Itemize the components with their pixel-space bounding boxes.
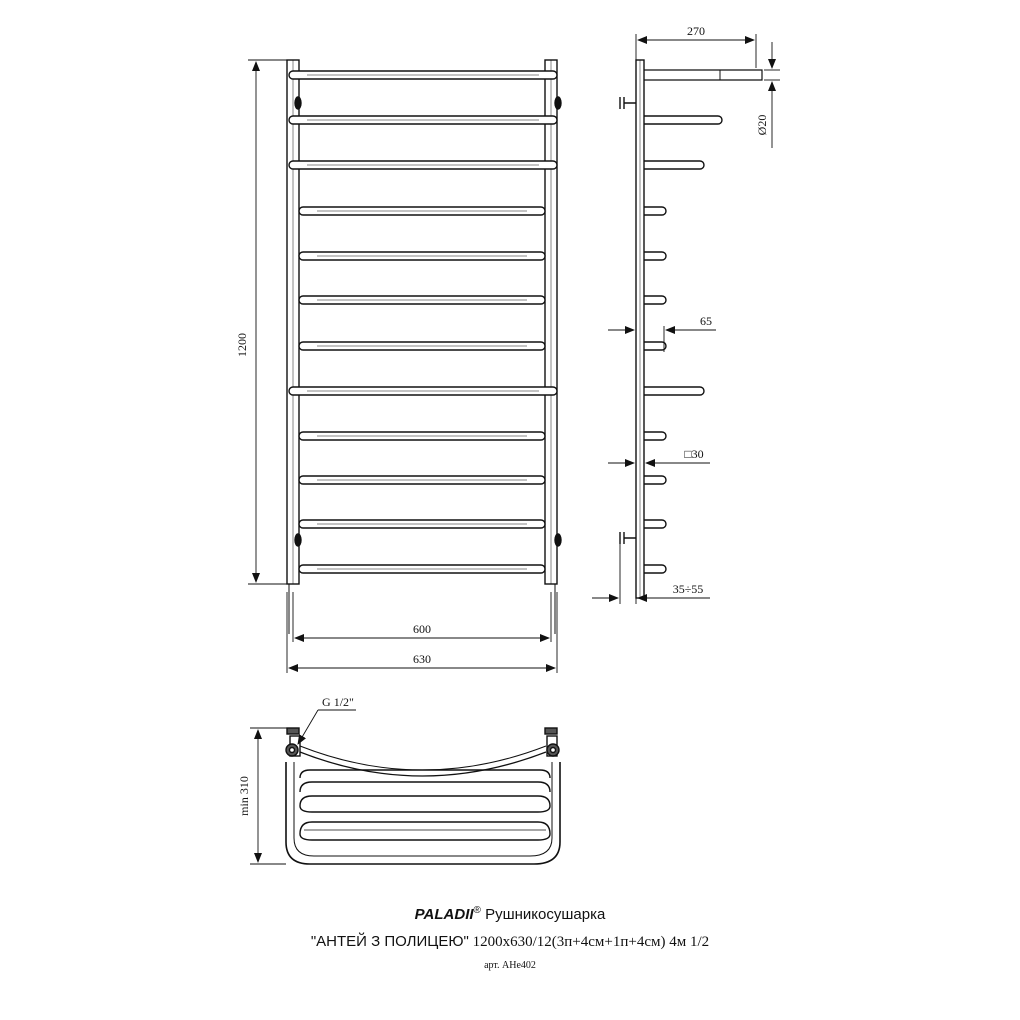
side-crossbar [644,161,704,169]
side-bar-step-label: 65 [700,314,712,328]
bottom-min-label: min 310 [237,776,251,816]
side-wall-gap-label: 35÷55 [672,582,704,596]
bottom-thread-label: G 1/2" [322,695,354,709]
front-outer-width-label: 630 [413,652,431,666]
side-crossbar [644,387,704,395]
side-crossbar [644,116,722,124]
model-name: "АНТЕЙ З ПОЛИЦЕЮ" [310,933,469,950]
side-crossbar [644,565,666,573]
side-crossbar [644,476,666,484]
bottom-dimensions [250,710,356,864]
side-crossbar [644,520,666,528]
side-crossbar [644,296,666,304]
brand-name: PALADII [414,906,474,923]
front-view [287,60,561,634]
bottom-view [286,728,560,864]
side-crossbar [644,207,666,215]
side-crossbar [644,252,666,260]
side-view [620,60,762,598]
caption-line-1 [0,905,1020,923]
front-inner-width-label: 600 [413,622,431,636]
side-profile-label: □30 [684,447,704,461]
side-crossbar [644,342,666,350]
side-depth-label: 270 [687,24,705,38]
side-dimensions [592,34,780,604]
model-spec: 1200x630/12(3п+4см+1п+4см) 4м 1/2 [472,934,710,950]
caption-line-2 [0,933,1020,951]
product-type: Рушникосушарка [485,906,606,923]
front-height-label: 1200 [235,333,249,357]
side-pipe-diameter-label: Ø20 [755,114,769,136]
article-number: арт. АНе402 [484,960,536,971]
side-crossbar [644,432,666,440]
registered-mark: ® [473,905,481,916]
